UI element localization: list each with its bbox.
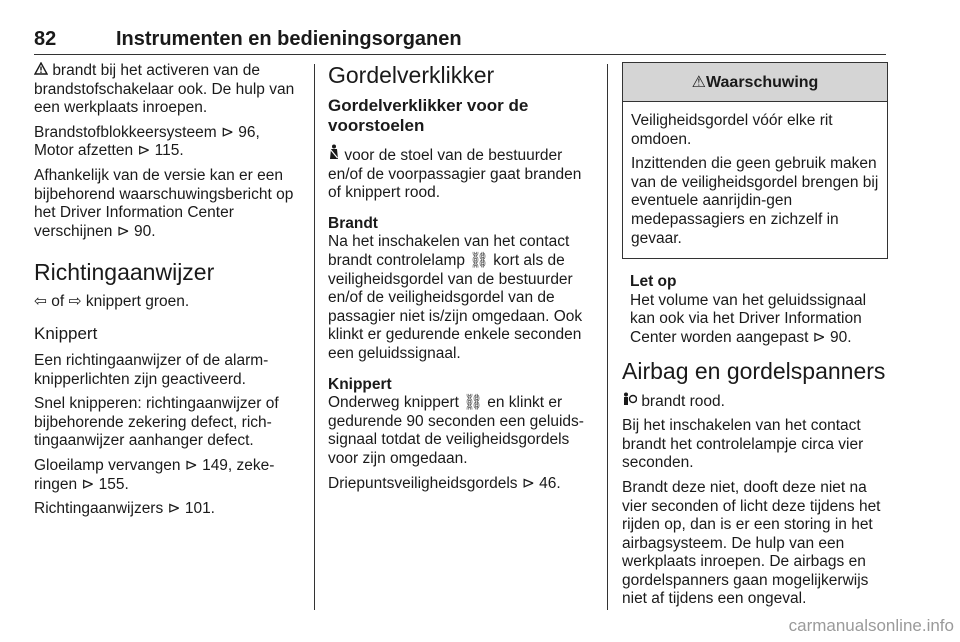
section-title-airbag: Airbag en gordelspanners xyxy=(622,357,886,384)
warning-body xyxy=(623,102,887,258)
knippert-paragraph: Onderweg knippert ⛓ en klinkt er gedurende 90 seconden een geluids-signaal totdat de veiligheidsgordels voor zijn omgedaan. xyxy=(328,394,584,467)
warning-paragraph-1: Veiligheidsgordel vóór elke rit omdoen. xyxy=(631,112,833,148)
dic-paragraph: Afhankelijk van de versie kan er een bijbehorend waarschuwingsbericht op het Driver Information Center verschijnen ⊳ 90. xyxy=(34,166,294,240)
knippert-paragraph-4: Richtingaanwijzers ⊳ 101. xyxy=(34,500,215,518)
column-divider-1 xyxy=(314,64,315,610)
note-title: Let op xyxy=(630,273,677,291)
warning-paragraph-2: Inzittenden die geen gebruik maken van de veiligheidsgordel brengen bij eventuele aanrijdin-gen medepassagiers en zichzelf in gevaar. xyxy=(631,155,879,247)
section-title-seatbelt: Gordelverklikker xyxy=(328,62,495,88)
knippert-paragraph-1: Een richtingaanwijzer of de alarm-knipperlichten zijn geactiveerd. xyxy=(34,351,269,388)
page-number: 82 xyxy=(34,28,57,50)
page-header xyxy=(34,28,886,52)
knippert-paragraph-2: Snel knipperen: richtingaanwijzer of bijbehorende zekering defect, rich-tingaanwijzer aanhanger defect. xyxy=(34,395,279,450)
column-2 xyxy=(328,62,590,499)
turn-signal-text: ⇦ of ⇨ knippert groen. xyxy=(34,293,190,311)
subsection-title-front-seats: Gordelverklikker voor de voorstoelen xyxy=(328,96,529,135)
airbag-icon xyxy=(622,392,637,412)
seatbelt-icon xyxy=(328,144,340,166)
warning-triangle-icon xyxy=(34,62,48,81)
airbag-paragraph-2: Bij het inschakelen van het contact brandt het controlelampje circa vier seconden. xyxy=(622,417,864,472)
note-block xyxy=(622,273,888,347)
brandt-paragraph: Na het inschakelen van het contact brandt controlelamp ⛓ kort als de veiligheidsgordel van de bestuurder en/of de veiligheidsgordel van de passagier niet is/zijn omgedaan. Ook klinkt er gedurende enkele seconden een geluidssignaal. xyxy=(328,233,583,362)
subsection-title-knippert: Knippert xyxy=(34,323,98,343)
column-3 xyxy=(622,62,888,615)
note-text: Het volume van het geluidssignaal kan ook via het Driver Information Center worden aangepast ⊳ 90. xyxy=(630,291,867,346)
header-rule xyxy=(34,54,886,55)
fuel-reference: Brandstofblokkeersysteem ⊳ 96, Motor afzetten ⊳ 115. xyxy=(34,123,260,160)
seatbelt-paragraph: voor de stoel van de bestuurder en/of de voorpassagier gaat branden of knippert rood. xyxy=(328,144,590,203)
warning-box xyxy=(622,62,888,259)
airbag-paragraph-3: Brandt deze niet, dooft deze niet na vier seconden of licht deze tijdens het rijden op, dan is er een storing in het airbagsysteem. De hulp van een werkplaats inroepen. De airbags en gordelspanners gaan mogelijkerwijs niet af tijdens een ongeval. xyxy=(622,478,881,608)
section-title-turn-signal: Richtingaanwijzer xyxy=(34,259,215,286)
three-point-reference: Driepuntsveiligheidsgordels ⊳ 46. xyxy=(328,474,561,492)
heading-knippert: Knippert xyxy=(328,375,392,393)
airbag-paragraph-1: brandt rood. xyxy=(622,392,888,412)
heading-brandt: Brandt xyxy=(328,214,378,232)
column-divider-2 xyxy=(607,64,608,610)
warning-title: ⚠Waarschuwing xyxy=(623,63,887,102)
column-1 xyxy=(34,62,298,525)
fuel-warning-paragraph: brandt bij het activeren van de brandstofschakelaar ook. De hulp van een werkplaats inroepen. xyxy=(34,62,295,117)
chapter-title: Instrumenten en bedieningsorganen xyxy=(116,28,462,50)
watermark: carmanualsonline.info xyxy=(788,616,954,635)
knippert-paragraph-3: Gloeilamp vervangen ⊳ 149, zeke-ringen ⊳ 155. xyxy=(34,456,275,493)
